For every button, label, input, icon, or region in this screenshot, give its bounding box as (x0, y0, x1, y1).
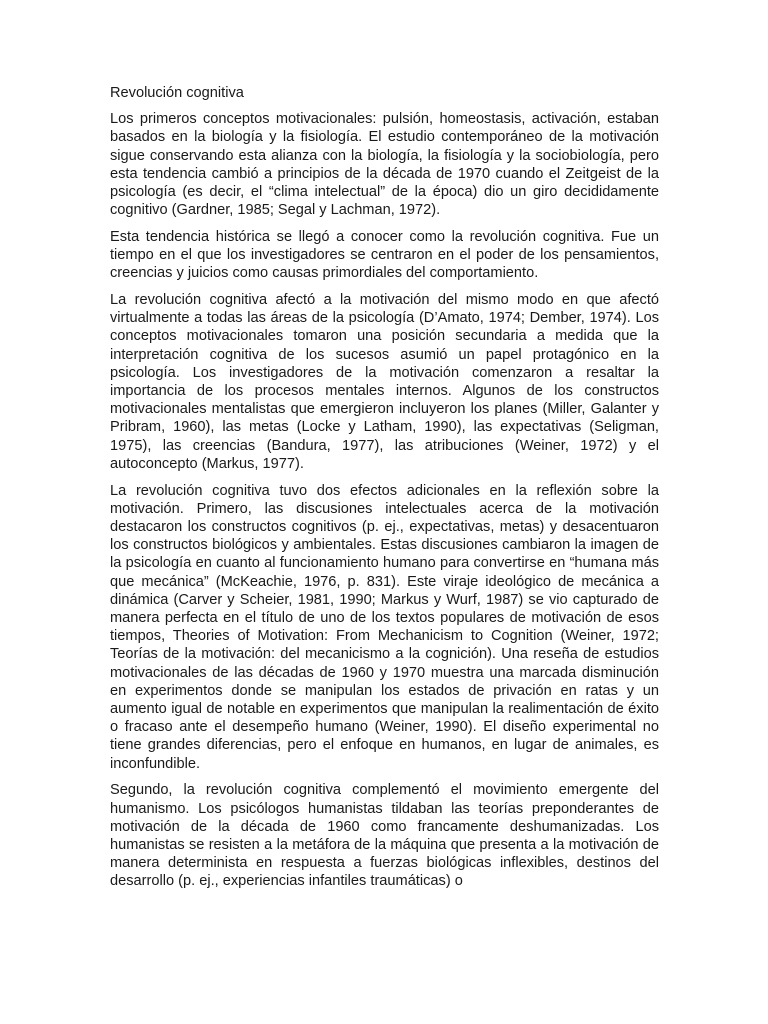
paragraph-3: La revolución cognitiva afectó a la motivación del mismo modo en que afectó virtualmente a todas las áreas de la psicología (D’Amato, 1974; Dember, 1974). Los conceptos motivacionales tomaron una posición secundaria a medida que la interpretación cognitiva de los sucesos asumió un papel protagónico en la psicología. Los investigadores de la motivación comenzaron a resaltar la importancia de los procesos mentales internos. Algunos de los constructos motivacionales mentalistas que emergieron incluyeron los planes (Miller, Galanter y Pribram, 1960), las metas (Locke y Latham, 1990), las expectativas (Seligman, 1975), las creencias (Bandura, 1977), las atribuciones (Weiner, 1972) y el autoconcepto (Markus, 1977). (110, 292, 659, 472)
document-page (110, 84, 659, 899)
paragraph-4: La revolución cognitiva tuvo dos efectos adicionales en la reflexión sobre la motivación. Primero, las discusiones intelectuales acerca de la motivación destacaron los constructos cognitivos (p. ej., expectativas, metas) y desacentuaron los constructos biológicos y ambientales. Estas discusiones cambiaron la imagen de la psicología en cuanto al funcionamiento humano para convertirse en “humana más que mecánica” (McKeachie, 1976, p. 831). Este viraje ideológico de mecánica a dinámica (Carver y Scheier, 1981, 1990; Markus y Wurf, 1987) se vio capturado de manera perfecta en el título de uno de los textos populares de motivación de esos tiempos, Theories of Motivation: From Mechanicism to Cognition (Weiner, 1972; Teorías de la motivación: del mecanicismo a la cognición). Una reseña de estudios motivacionales de las décadas de 1960 y 1970 muestra una marcada disminución en experimentos donde se manipulan los estados de privación en ratas y un aumento igual de notable en experimentos que manipulan la realimentación de éxito o fracaso ante el desempeño humano (Weiner, 1990). El diseño experimental no tiene grandes diferencias, pero el enfoque en humanos, en lugar de animales, es inconfundible. (110, 482, 659, 772)
section-heading: Revolución cognitiva (110, 85, 244, 101)
paragraph-2: Esta tendencia histórica se llegó a conocer como la revolución cognitiva. Fue un tiempo en el que los investigadores se centraron en el poder de los pensamientos, creencias y juicios como causas primordiales del comportamiento. (110, 228, 659, 282)
paragraph-1: Los primeros conceptos motivacionales: pulsión, homeostasis, activación, estaban basados en la biología y la fisiología. El estudio contemporáneo de la motivación sigue conservando esta alianza con la biología, la fisiología y la sociobiología, pero esta tendencia cambió a principios de la década de 1970 cuando el Zeitgeist de la psicología (es decir, el “clima intelectual” de la época) dio un giro decididamente cognitivo (Gardner, 1985; Segal y Lachman, 1972). (110, 111, 659, 219)
paragraph-5: Segundo, la revolución cognitiva complementó el movimiento emergente del humanismo. Los psicólogos humanistas tildaban las teorías preponderantes de motivación de la década de 1960 como francamente deshumanizadas. Los humanistas se resisten a la metáfora de la máquina que presenta a la motivación de manera determinista en respuesta a fuerzas biológicas inflexibles, destinos del desarrollo (p. ej., experiencias infantiles traumáticas) o (110, 782, 659, 890)
